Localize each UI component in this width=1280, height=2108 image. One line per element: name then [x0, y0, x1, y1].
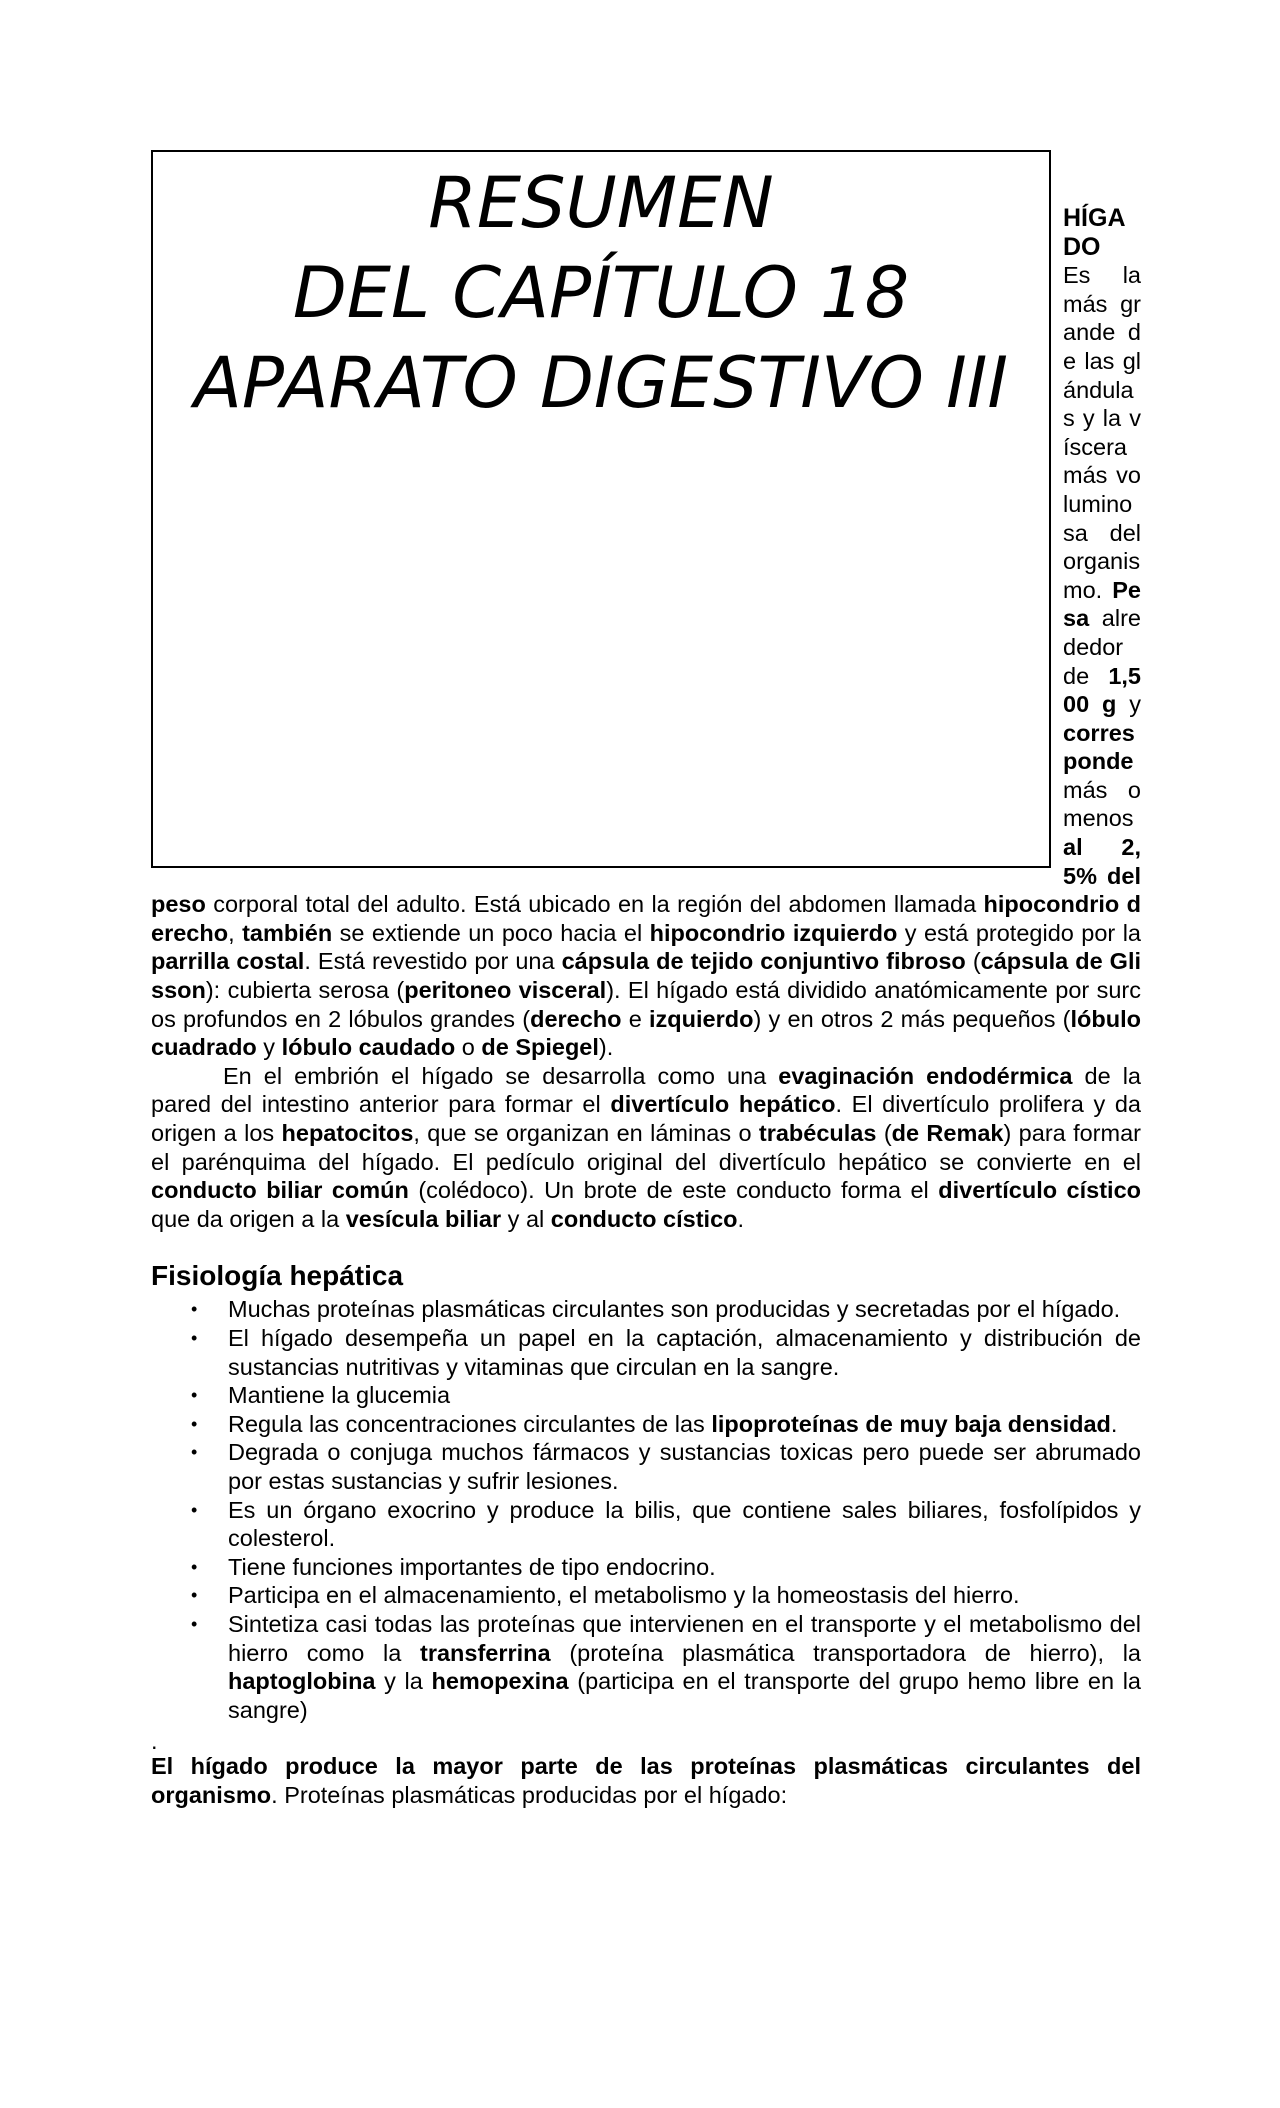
intro-paragraph: Es la más grande de las glándulas y la víscera más voluminosa del organismo. Pesa alrededor de 1,500 g y corresponde más o menos al 2,5% del peso corporal total del adulto. Está ubicado en la región del abdomen llamada hipocondrio derecho, también se extiende un poco hacia el hipocondrio izquierdo y está protegido por la parrilla costal. Está revestido por una cápsula de tejido conjuntivo fibroso (cápsula de Glisson): cubierta serosa (peritoneo visceral). El hígado está dividido anatómicamente por surcos profundos en 2 lóbulos grandes (derecho e izquierdo) y en otros 2 más pequeños (lóbulo cuadrado y lóbulo caudado o de Spiegel).	[151, 262, 1142, 1061]
trailing-dot: .	[151, 1728, 158, 1755]
title-line-2: DEL CAPÍTULO 18	[292, 252, 910, 334]
bullet-icon: •	[191, 1413, 198, 1434]
list-item: • Es un órgano exocrino y produce la bilis, que contiene sales biliares, fosfolípidos y colesterol.	[191, 1496, 1141, 1552]
title-line-3: APARATO DIGESTIVO III	[193, 342, 1009, 424]
list-item: • Tiene funciones importantes de tipo endocrino.	[191, 1553, 716, 1580]
summary-paragraph: El hígado produce la mayor parte de las proteínas plasmáticas circulantes del organismo. Proteínas plasmáticas producidas por el hígado:	[151, 1753, 1141, 1808]
bullet-icon: •	[191, 1556, 198, 1577]
list-item: • Muchas proteínas plasmáticas circulantes son producidas y secretadas por el hígado.	[191, 1296, 1121, 1323]
liver-heading: HÍGADO	[1063, 204, 1126, 261]
document-body	[151, 150, 1141, 1809]
title-box	[151, 150, 1051, 868]
bullet-icon: •	[191, 1499, 198, 1520]
bullet-icon: •	[191, 1442, 198, 1463]
physiology-list	[151, 1295, 1141, 1724]
bullet-icon: •	[191, 1327, 198, 1348]
list-item: • Regula las concentraciones circulantes de las lipoproteínas de muy baja densidad.	[191, 1410, 1118, 1437]
bullet-icon: •	[191, 1585, 198, 1606]
list-item: • Mantiene la glucemia	[191, 1382, 451, 1409]
title-line-1: RESUMEN	[428, 162, 774, 244]
list-item: • Degrada o conjuga muchos fármacos y sustancias toxicas pero puede ser abrumado por estas sustancias y sufrir lesiones.	[191, 1439, 1141, 1494]
bullet-icon: •	[191, 1385, 198, 1406]
list-item: • El hígado desempeña un papel en la captación, almacenamiento y distribución de sustancias nutritivas y vitaminas que circulan en la sangre.	[191, 1324, 1141, 1380]
list-item: • Sintetiza casi todas las proteínas que intervienen en el transporte y el metabolismo del hierro como la transferrina (proteína plasmática transportadora de hierro), la haptoglobina y la hemopexina (participa en el transporte del grupo hemo libre en la sangre)	[191, 1610, 1141, 1723]
list-item: • Participa en el almacenamiento, el metabolismo y la homeostasis del hierro.	[191, 1582, 1020, 1609]
bullet-icon: •	[191, 1299, 198, 1320]
bullet-icon: •	[191, 1613, 198, 1634]
physiology-heading: Fisiología hepática	[151, 1260, 404, 1292]
embryo-paragraph: En el embrión el hígado se desarrolla como una evaginación endodérmica de la pared del intestino anterior para formar el divertículo hepático. El divertículo prolifera y da origen a los hepatocitos, que se organizan en láminas o trabéculas (de Remak) para formar el parénquima del hígado. El pedículo original del divertículo hepático se convierte en el conducto biliar común (colédoco). Un brote de este conducto forma el divertículo cístico que da origen a la vesícula biliar y al conducto cístico.	[151, 1062, 1141, 1232]
